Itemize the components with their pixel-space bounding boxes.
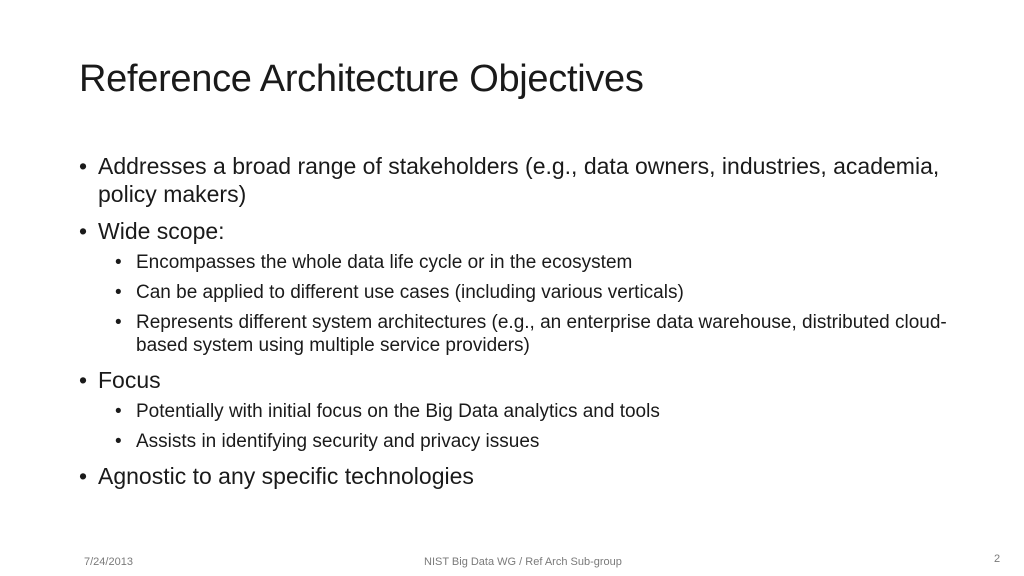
page-number: 2 xyxy=(994,553,1001,565)
sub-bullet-item: • Represents different system architectures (e.g., an enterprise data warehouse, distributed cloud-based system using multiple service providers) xyxy=(115,311,959,357)
footer-text: NIST Big Data WG / Ref Arch Sub-group xyxy=(424,556,622,568)
sub-bullet-list xyxy=(98,400,959,453)
sub-bullet-item: • Encompasses the whole data life cycle or in the ecosystem xyxy=(115,251,959,274)
slide-title: Reference Architecture Objectives xyxy=(79,58,644,100)
bullet-text: • Addresses a broad range of stakeholders (e.g., data owners, industries, academia, policy makers) xyxy=(98,153,940,207)
sub-bullet-list xyxy=(98,251,959,357)
sub-bullet-item: • Potentially with initial focus on the Big Data analytics and tools xyxy=(115,400,959,423)
bullet-text: • Focus xyxy=(98,367,161,393)
bullet-item xyxy=(79,217,959,357)
footer-date: 7/24/2013 xyxy=(84,556,133,568)
bullet-list xyxy=(79,152,959,499)
bullet-text: • Wide scope: xyxy=(98,218,225,244)
bullet-item xyxy=(79,462,959,490)
sub-bullet-item: • Can be applied to different use cases (including various verticals) xyxy=(115,281,959,304)
sub-bullet-item: • Assists in identifying security and privacy issues xyxy=(115,430,959,453)
bullet-item xyxy=(79,366,959,453)
bullet-text: • Agnostic to any specific technologies xyxy=(98,463,474,489)
bullet-item xyxy=(79,152,959,208)
